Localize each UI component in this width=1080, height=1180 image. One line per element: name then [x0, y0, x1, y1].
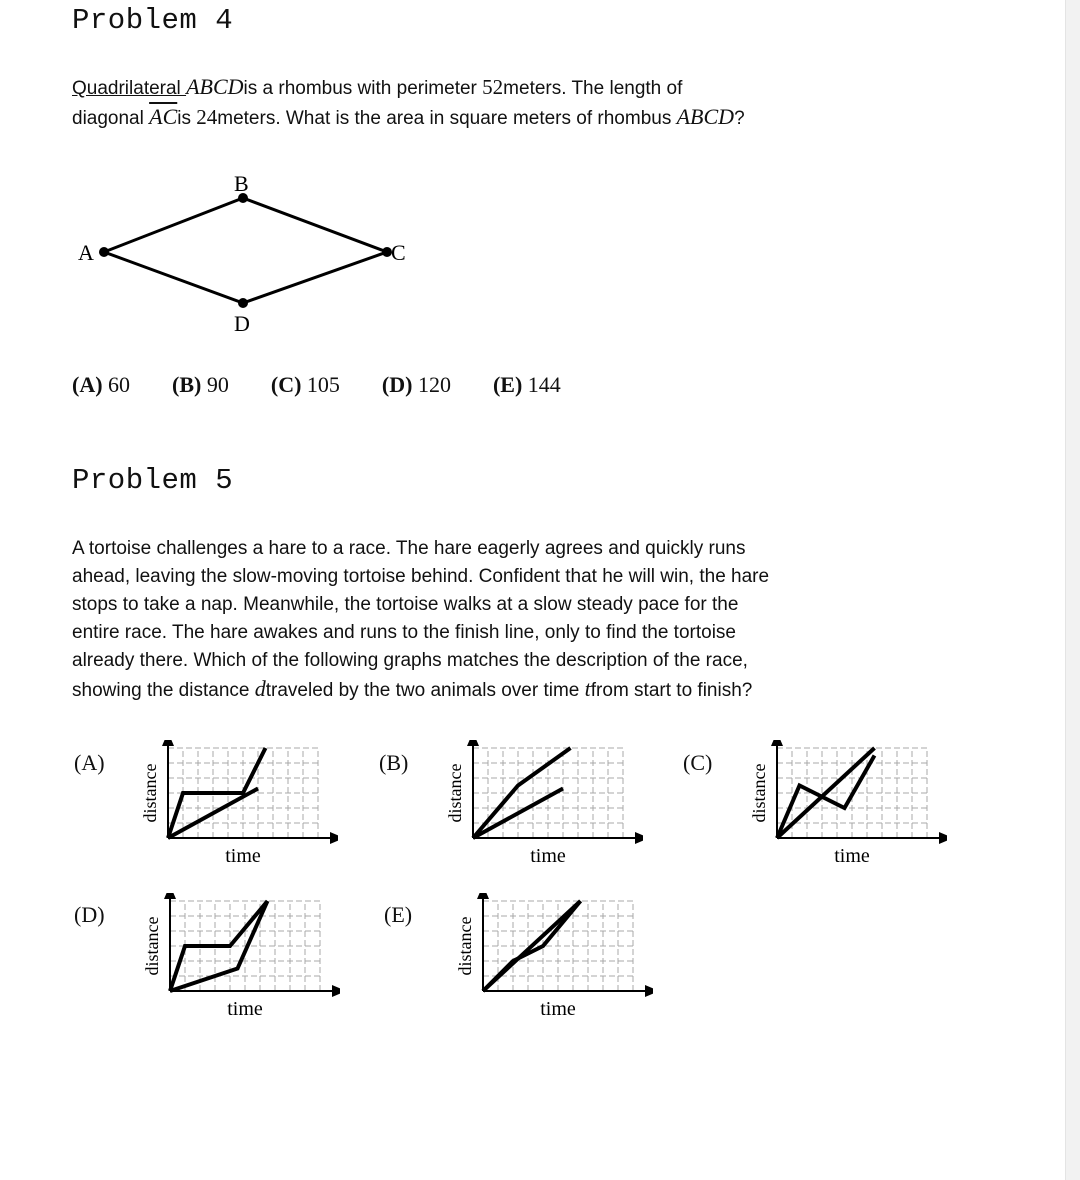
y-axis-arrow [162, 740, 174, 746]
y-axis-label: distance [142, 916, 162, 976]
choice-c [271, 372, 340, 398]
x-axis-arrow [635, 832, 643, 844]
y-axis-arrow [771, 740, 783, 746]
problem5-line: ahead, leaving the slow-moving tortoise behind. Confident that he will win, the hare [72, 566, 770, 587]
choice-value: 60 [108, 372, 131, 397]
tortoise-line [473, 789, 563, 839]
graph-b-label: (B) [379, 750, 409, 775]
choice-value: 120 [417, 372, 451, 397]
answer-choices [72, 372, 603, 398]
x-axis-label: time [540, 998, 576, 1020]
math-ac: $\overline{AC}$ [149, 104, 178, 129]
x-axis-arrow [330, 832, 338, 844]
y-axis-label: distance [445, 763, 465, 823]
y-axis-arrow [467, 740, 479, 746]
problem5-line: already there. Which of the following graphs matches the description of the race, [72, 650, 748, 671]
problem5-line: stops to take a nap. Meanwhile, the tortoise walks at a slow steady pace for the [72, 594, 739, 615]
problem5-line: from start to finish? [590, 680, 753, 701]
vertex-d-label: D [234, 311, 250, 336]
math-52: 52 [482, 75, 504, 99]
graph-e-label: (E) [384, 902, 413, 927]
problem5-line: traveled by the two animals over time [265, 680, 585, 701]
problem5-line: entire race. The hare awakes and runs to the finish line, only to find the tortoise [72, 622, 736, 643]
math-24: 24 [196, 105, 218, 129]
choice-letter: (B) [172, 372, 202, 397]
vertex-b-label: B [234, 171, 249, 196]
graph-c [747, 740, 947, 870]
x-axis-arrow [645, 985, 653, 997]
y-axis-label: distance [140, 763, 160, 823]
math-t: t [584, 676, 591, 701]
problem4-text-part: ? [734, 108, 745, 129]
choice-d [382, 372, 451, 398]
choice-e [493, 372, 561, 398]
problem4-text-part: meters. The length of [503, 78, 683, 99]
x-axis-label: time [530, 845, 566, 867]
page-edge [1065, 0, 1080, 1180]
choice-b [172, 372, 229, 398]
problem4-text-part: is [177, 108, 197, 129]
x-axis-arrow [332, 985, 340, 997]
graph-a [138, 740, 338, 870]
math-d: d [254, 676, 266, 701]
choice-letter: (C) [270, 372, 302, 397]
vertex-a-label: A [78, 240, 94, 265]
problem4-text-part: diagonal [72, 108, 150, 129]
graph-d-label: (D) [74, 902, 105, 927]
x-axis-label: time [225, 845, 261, 867]
y-axis-label: distance [749, 763, 769, 823]
problem4-text-part: meters. What is the area in square meters of rhombus [217, 108, 677, 129]
x-axis-arrow [939, 832, 947, 844]
choice-value: 105 [306, 372, 340, 397]
graph-c-label: (C) [683, 750, 713, 775]
rhombus-figure [60, 165, 440, 345]
rhombus-shape [104, 198, 387, 303]
graph-e [453, 893, 653, 1023]
math-abcd: ABCD [186, 74, 244, 99]
vertex-c-label: C [391, 240, 406, 265]
choice-letter: (D) [381, 372, 413, 397]
vertex-a-dot [99, 247, 109, 257]
vertex-d-dot [238, 298, 248, 308]
problem5-line: A tortoise challenges a hare to a race. The hare eagerly agrees and quickly runs [72, 538, 746, 559]
problem4-text [72, 73, 832, 133]
choice-letter: (E) [492, 372, 523, 397]
x-axis-label: time [834, 845, 870, 867]
x-axis-label: time [227, 998, 263, 1020]
problem4-text-part: Quadrilateral [72, 78, 187, 99]
math-abcd: ABCD [676, 104, 735, 129]
y-axis-arrow [477, 893, 489, 899]
y-axis-arrow [164, 893, 176, 899]
choice-value: 144 [527, 372, 561, 397]
choice-value: 90 [206, 372, 229, 397]
problem4-heading: Problem 4 [72, 4, 234, 37]
y-axis-label: distance [455, 916, 475, 976]
problem4-text-part: is a rhombus with perimeter [243, 78, 483, 99]
graph-a-label: (A) [74, 750, 105, 775]
problem5-line: showing the distance [72, 680, 255, 701]
problem5-heading: Problem 5 [72, 464, 234, 497]
choice-letter: (A) [72, 372, 103, 397]
graph-b [443, 740, 643, 870]
problem5-text [72, 535, 852, 705]
graph-d [140, 893, 340, 1023]
choice-a [72, 372, 130, 398]
